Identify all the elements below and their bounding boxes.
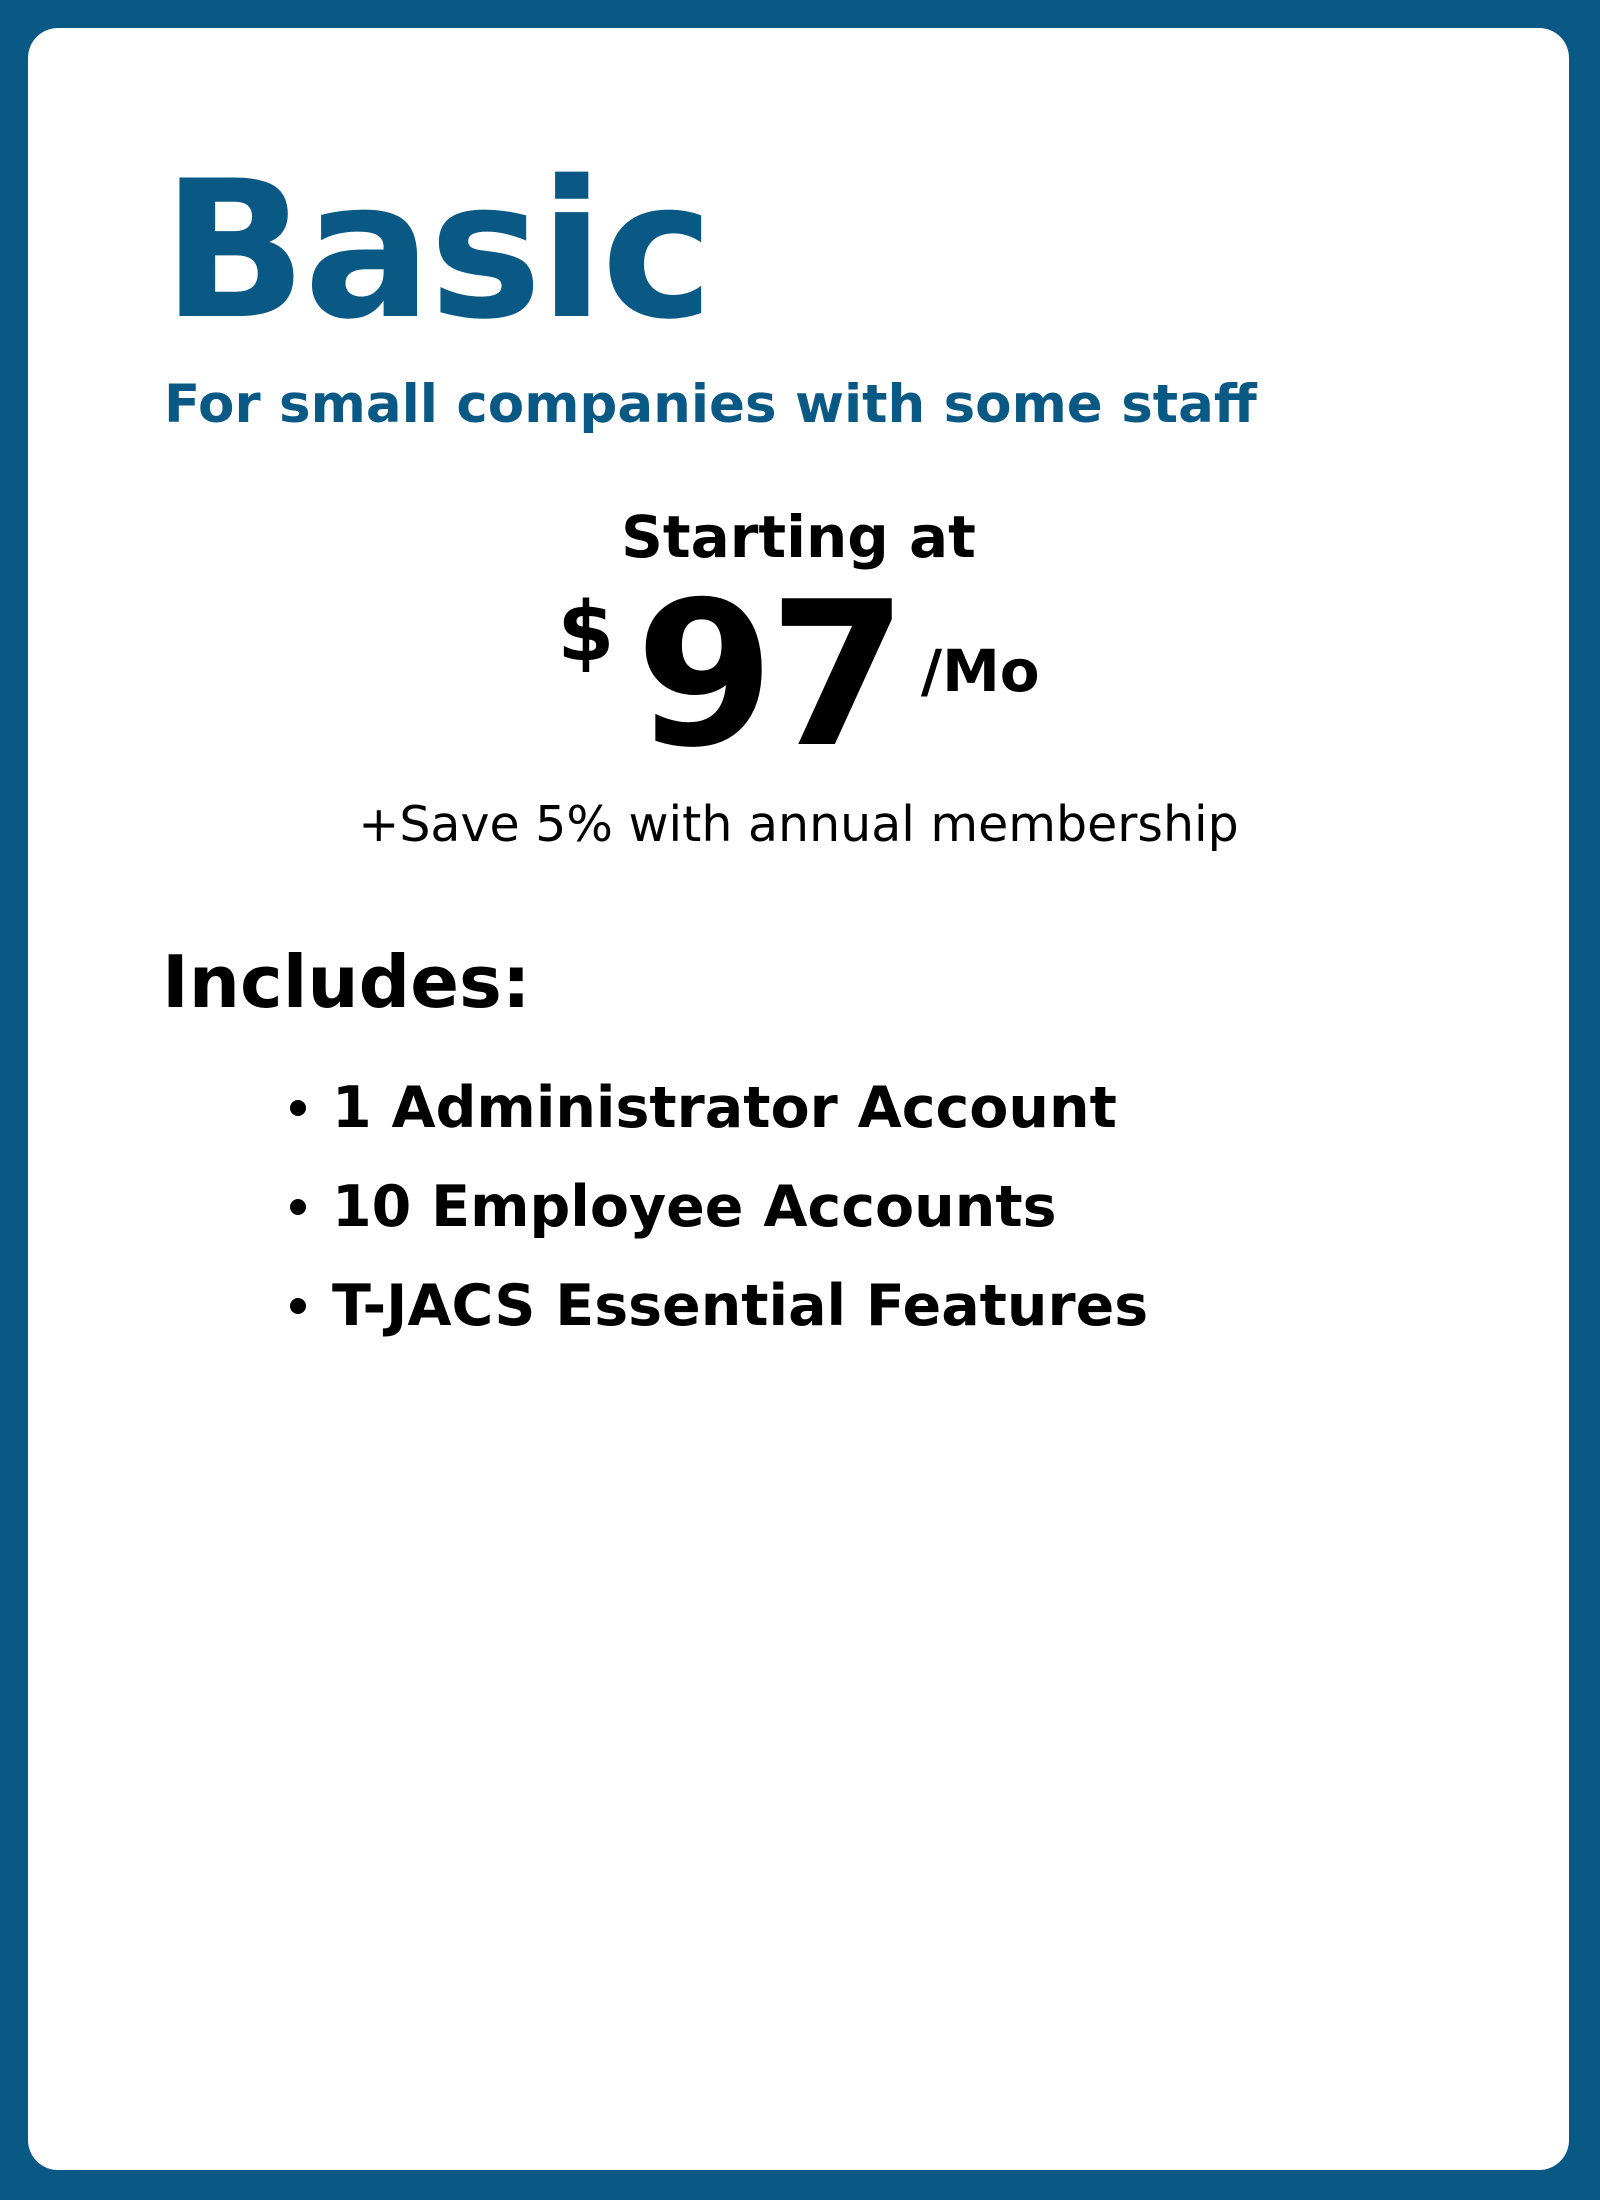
billing-period: /Mo: [920, 637, 1040, 705]
pricing-block: [28, 503, 1569, 853]
plan-tagline: For small companies with some staff: [164, 374, 1257, 435]
starting-label: Starting at: [621, 503, 976, 571]
feature-item: [290, 1157, 1148, 1256]
bullet-icon: [290, 1298, 306, 1314]
feature-label: 10 Employee Accounts: [332, 1173, 1057, 1240]
feature-label: T-JACS Essential Features: [332, 1272, 1149, 1339]
price-amount: 97: [635, 559, 902, 792]
currency-symbol: $: [557, 585, 615, 680]
includes-heading: Includes:: [162, 940, 531, 1024]
pricing-card: [28, 28, 1569, 2170]
feature-label: 1 Administrator Account: [332, 1074, 1117, 1141]
feature-item: [290, 1058, 1148, 1157]
plan-name: Basic: [162, 140, 711, 361]
price: [557, 559, 1040, 792]
discount-note: +Save 5% with annual membership: [358, 796, 1239, 853]
price-row: [28, 559, 1569, 792]
bullet-icon: [290, 1100, 306, 1116]
feature-item: [290, 1256, 1148, 1355]
bullet-icon: [290, 1199, 306, 1215]
feature-list: [290, 1058, 1148, 1355]
